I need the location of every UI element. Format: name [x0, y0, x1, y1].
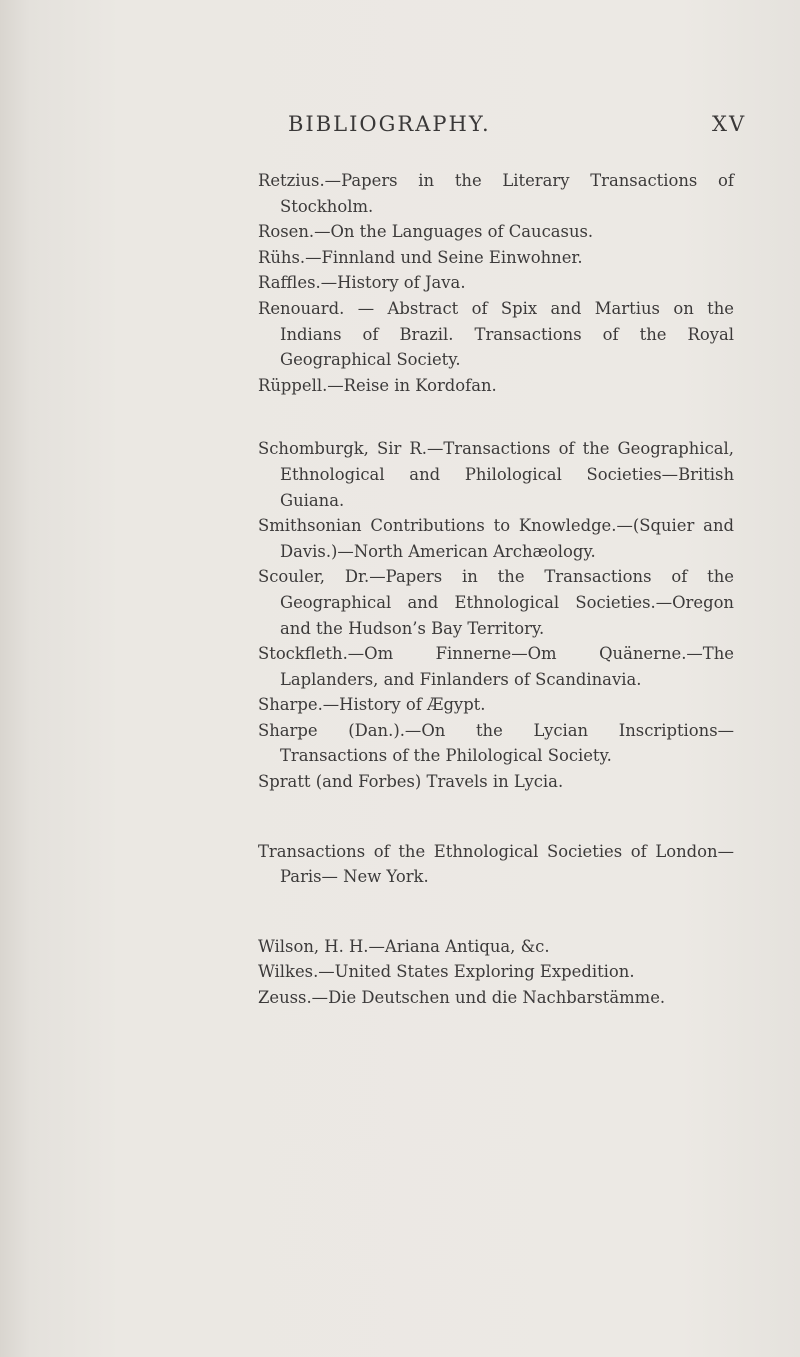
- bibliography-entry: Stockfleth.—Om Finnerne—Om Quänerne.—The Laplanders, and Finlanders of Scandinavia.: [258, 644, 734, 689]
- bibliography-entry: Spratt (and Forbes) Travels in Lycia.: [258, 772, 564, 792]
- bibliography-entry: Retzius.—Papers in the Literary Transactions of Stockholm.: [258, 171, 734, 216]
- bibliography-entry: Wilkes.—United States Exploring Expedition.: [258, 962, 635, 982]
- bibliography-group-t: [258, 839, 734, 890]
- bibliography-entry: Rosen.—On the Languages of Caucasus.: [258, 222, 594, 242]
- bibliography-entry: Sharpe (Dan.).—On the Lycian Inscriptions—Transactions of the Philological Society.: [258, 720, 734, 766]
- running-head: BIBLIOGRAPHY.: [288, 112, 491, 136]
- bibliography-group-s: [258, 436, 734, 794]
- bibliography-entry: Smithsonian Contributions to Knowledge.—(Squier and Davis.)—North American Archæology.: [258, 516, 734, 561]
- bibliography-entry: Rüppell.—Reise in Kordofan.: [258, 375, 497, 395]
- bibliography-entry: Sharpe.—History of Ægypt.: [258, 695, 486, 715]
- page-number: XV: [712, 112, 747, 136]
- bibliography-entry: Renouard. — Abstract of Spix and Martius on the Indians of Brazil. Transactions of the Royal Geographical Society.: [258, 298, 734, 370]
- bibliography-entry: Rühs.—Finnland und Seine Einwohner.: [258, 247, 583, 267]
- bibliography-list: [258, 168, 734, 1045]
- bibliography-entry: Schomburgk, Sir R.—Transactions of the Geographical, Ethnological and Philological Societies—British Guiana.: [258, 439, 734, 510]
- bibliography-group-w-z: [258, 934, 734, 1011]
- bibliography-entry: Raffles.—History of Java.: [258, 273, 466, 293]
- page-header: [0, 112, 800, 142]
- bibliography-group-r: [258, 168, 734, 398]
- bibliography-entry: Zeuss.—Die Deutschen und die Nachbarstämme.: [258, 988, 666, 1008]
- bibliography-entry: Wilson, H. H.—Ariana Antiqua, &c.: [258, 936, 550, 956]
- bibliography-entry: Transactions of the Ethnological Societies of London— Paris— New York.: [258, 841, 734, 887]
- bibliography-entry: Scouler, Dr.—Papers in the Transactions of the Geographical and Ethnological Societies.—Oregon and the Hudson’s Bay Territory.: [258, 567, 734, 638]
